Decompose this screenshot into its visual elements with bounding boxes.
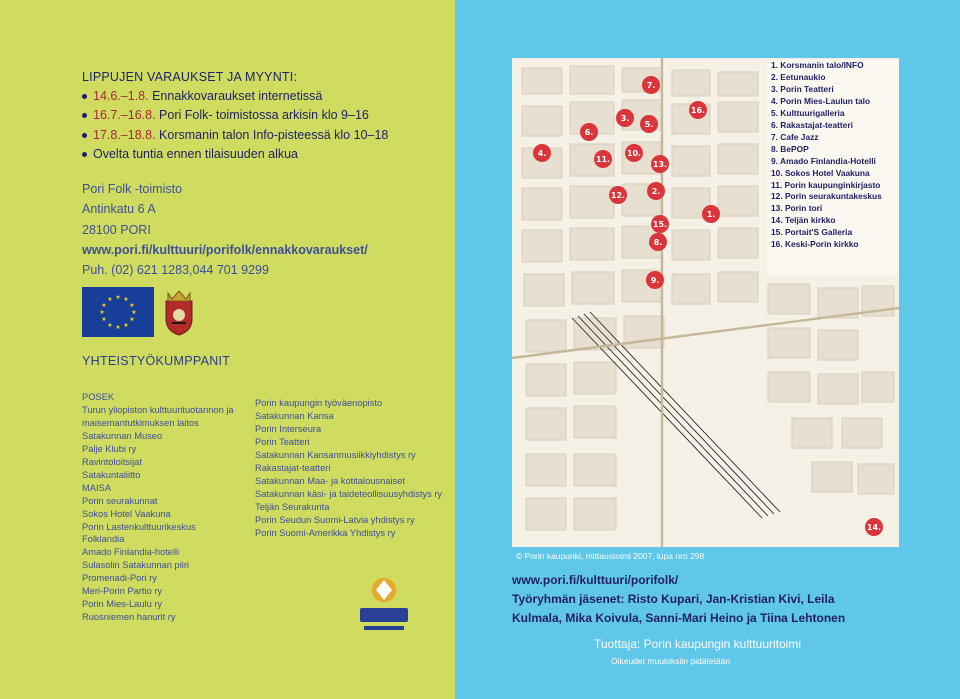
booking-item: Ovelta tuntia ennen tilaisuuden alkua [82,145,388,164]
svg-text:★: ★ [123,322,129,329]
rights-reserved: Oikeudet muutoksiin pidätetään [611,656,731,666]
booking-item: 17.8.–18.8. Korsmanin talon Info-pisteessä klo 10–18 [82,126,388,145]
partner-item: Porin Teatteri [255,436,310,447]
map-marker-label: 10. [626,149,642,158]
map-copyright: © Porin kaupunki, mittaustoimi 2007, lupa nro 298 [516,551,705,561]
legend-item: 14. Teljän kirkko [771,215,836,226]
legend-item: 9. Amado Finlandia-Hotelli [771,155,876,166]
partner-item: Satakunnan käsi- ja taideteollisuusyhdistys ry [255,488,443,499]
office-postcode: 28100 PORI [82,222,151,237]
legend-item: 5. Kulttuurigalleria [771,107,845,118]
map-marker-label: 5. [644,120,654,129]
booking-url-link[interactable]: www.pori.fi/kulttuuri/porifolk/ennakkovaraukset/ [82,242,368,257]
partner-item: Porin Seudun Suomi-Latvia yhdistys ry [255,514,415,525]
legend-item: 3. Porin Teatteri [771,83,834,94]
partner-item: Satakunnan Kansanmusiikkiyhdistys ry [255,449,416,460]
contact-block [82,179,368,280]
porifolk-url-link[interactable]: www.pori.fi/kulttuuri/porifolk/ [512,573,679,587]
partner-item: Porin Interseura [255,423,322,434]
legend-item: 1. Korsmanin talo/INFO [771,60,864,70]
partner-item: POSEK [82,392,115,402]
pori-crest-icon [158,287,200,337]
legend-item: 2. Eetunaukio [771,71,826,82]
eu-flag-icon [82,287,154,337]
map-marker-label: 7. [646,81,656,90]
svg-text:★: ★ [123,296,129,303]
legend-item: 6. Rakastajat-teatteri [771,119,853,130]
map-marker-label: 12. [610,191,626,200]
svg-text:★: ★ [99,309,105,316]
map-marker-label: 14. [866,523,882,532]
svg-text:★: ★ [129,316,135,323]
partners-title: YHTEISTYÖKUMPPANIT [82,354,231,368]
partner-item: Turun yliopiston kulttuurituotannon ja [82,404,234,415]
partner-item: Promenadi-Pori ry [82,573,157,584]
booking-item: 14.6.–1.8. Ennakkovaraukset internetissä [82,87,388,106]
partner-item: Sokos Hotel Vaakuna [82,508,171,519]
svg-text:★: ★ [129,302,135,309]
partner-item: maisemantutkimuksen laitos [82,417,199,428]
map-overlay [512,58,899,547]
legend-item: 12. Porin seurakuntakeskus [771,191,882,202]
map-marker-label: 8. [653,238,663,247]
partners-column-1 [82,391,247,624]
office-street: Antinkatu 6 A [82,202,156,217]
partner-item: Porin seurakunnat [82,495,158,506]
legend-item: 13. Porin tori [771,203,823,214]
svg-text:★: ★ [101,316,107,323]
legend-item: 7. Cafe Jazz [771,131,819,142]
booking-item: 16.7.–16.8. Pori Folk- toimistossa arkisin klo 9–16 [82,106,388,125]
legend-item: 4. Porin Mies-Laulun talo [771,95,871,106]
svg-text:★: ★ [131,309,137,316]
map-marker-label: 9. [650,276,660,285]
booking-title: LIPPUJEN VARAUKSET JA MYYNTI: [82,70,298,84]
partner-item: Folklandia [82,534,125,545]
partner-item: Sulasolin Satakunnan piiri [82,560,189,571]
map-marker-label: 11. [595,155,611,164]
map-marker-label: 3. [620,114,630,123]
svg-text:★: ★ [101,302,107,309]
satakunnan-kansa-logo [356,570,412,642]
partner-item: Ravintoloitsijat [82,456,142,467]
partner-item: Amado Finlandia-hotelli [82,547,180,558]
legend-item: 11. Porin kaupunginkirjasto [771,179,881,190]
partner-item: Porin kaupungin työväenopisto [255,398,383,408]
partner-item: Palje Klubi ry [82,443,137,454]
map-marker-label: 6. [584,128,594,137]
partner-item: Satakunnan Museo [82,430,163,441]
partner-item: Rakastajat-teatteri [255,462,331,473]
partner-item: Satakunnan Maa- ja kotitalousnaiset [255,475,405,486]
partner-item: Porin Mies-Laulu ry [82,599,163,610]
svg-text:★: ★ [107,296,113,303]
legend-item: 15. Portait'S Galleria [771,227,853,238]
partner-item: Meri-Porin Partio ry [82,586,163,597]
map-marker-label: 13. [652,160,668,169]
map-marker-label: 16. [690,106,706,115]
partner-item: Ruosniemen hanurit ry [82,612,176,623]
office-name: Pori Folk -toimisto [82,182,183,196]
legend-item: 16. Keski-Porin kirkko [771,239,859,250]
partner-item: Satakunnan Kansa [255,410,334,421]
svg-text:★: ★ [115,324,121,331]
map-marker-label: 15. [652,220,668,229]
office-phone: Puh. (02) 621 1283,044 701 9299 [82,263,269,278]
svg-text:★: ★ [107,322,113,329]
svg-text:★: ★ [115,294,121,301]
map-marker-label: 1. [706,210,716,219]
partner-item: Teljän Seurakunta [255,501,330,512]
map-marker-label: 2. [651,187,661,196]
map-legend [767,60,899,275]
partner-item: Satakuntaliitto [82,469,141,480]
legend-item: 10. Sokos Hotel Vaakuna [771,167,870,178]
partner-item: MAISA [82,482,111,493]
partner-item: Porin Suomi-Amerikka Yhdistys ry [255,527,396,538]
legend-item: 8. BePOP [771,143,809,154]
booking-list [82,87,388,164]
producer-credit: Tuottaja: Porin kaupungin kulttuuritoimi [594,637,801,651]
left-panel [0,0,455,699]
partners-column-2 [255,397,455,539]
partner-item: Porin Lastenkulttuurikeskus [82,521,196,532]
map-marker-label: 4. [537,149,547,158]
team-members: Työryhmän jäsenet: Risto Kupari, Jan-Kristian Kivi, Leila Kulmala, Mika Koivula, Sanni-Mari Heino ja Tiina Lehtonen [512,592,846,625]
